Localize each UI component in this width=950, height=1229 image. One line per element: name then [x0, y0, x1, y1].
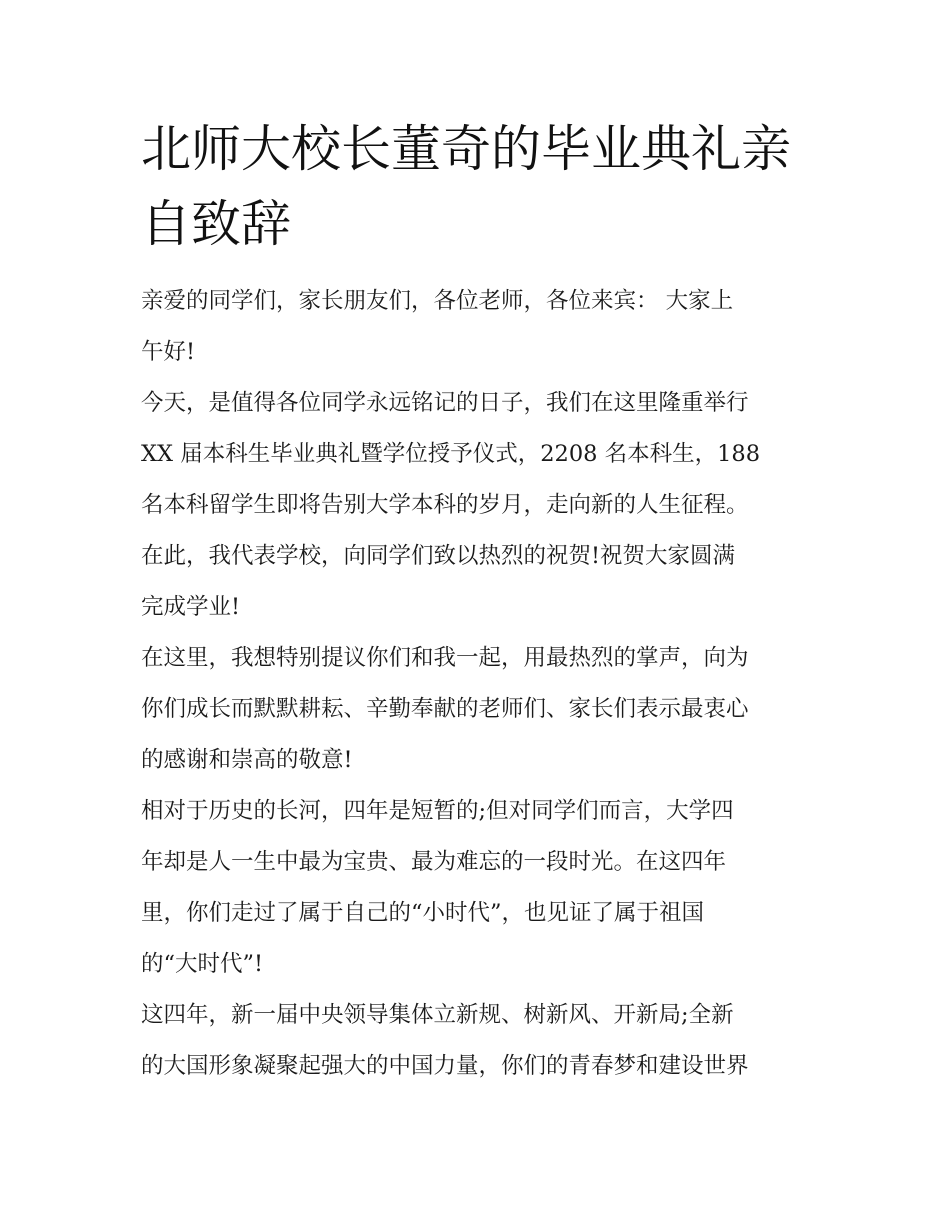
document-title [141, 112, 821, 262]
document-body [141, 276, 831, 1092]
body-line: 亲爱的同学们，家长朋友们，各位老师，各位来宾： 大家上 [141, 288, 734, 314]
title-line: 自致辞 [141, 195, 291, 253]
body-line: 的“大时代”! [141, 951, 264, 977]
body-line: 年却是人一生中最为宝贵、最为难忘的一段时光。在这四年 [141, 849, 727, 875]
body-line: 在这里，我想特别提议你们和我一起，用最热烈的掌声，向为 [141, 645, 749, 671]
body-line: 完成学业! [141, 594, 241, 620]
body-line: 名本科留学生即将告别大学本科的岁月，走向新的人生征程。 [141, 492, 749, 518]
body-line: XX 届本科生毕业典礼暨学位授予仪式，2208 名本科生，188 [141, 441, 761, 467]
body-line: 里，你们走过了属于自己的“小时代”，也见证了属于祖国 [141, 900, 705, 926]
body-line: 午好! [141, 339, 196, 365]
body-line: 的感谢和崇高的敬意! [141, 747, 353, 773]
body-line: 这四年，新一届中央领导集体立新规、树新风、开新局;全新 [141, 1002, 734, 1028]
body-line: 在此，我代表学校，向同学们致以热烈的祝贺!祝贺大家圆满 [141, 543, 736, 569]
body-line: 相对于历史的长河，四年是短暂的;但对同学们而言，大学四 [141, 798, 734, 824]
body-line: 的大国形象凝聚起强大的中国力量，你们的青春梦和建设世界 [141, 1053, 749, 1079]
body-line: 今天，是值得各位同学永远铭记的日子，我们在这里隆重举行 [141, 390, 749, 416]
body-line: 你们成长而默默耕耘、辛勤奉献的老师们、家长们表示最衷心 [141, 696, 749, 722]
title-line: 北师大校长董奇的毕业典礼亲 [141, 120, 791, 178]
